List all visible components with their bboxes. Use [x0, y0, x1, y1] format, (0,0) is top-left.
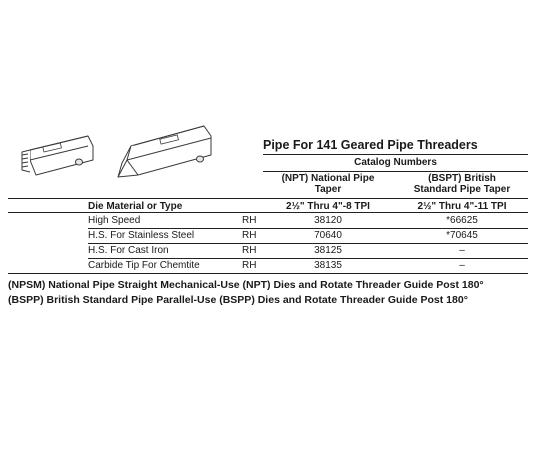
row-npt: 70640 — [314, 230, 342, 241]
header-rule-main — [8, 198, 528, 199]
row-npt: 38135 — [314, 260, 342, 271]
row-hand: RH — [242, 230, 257, 241]
npt-header-line2: Taper — [314, 184, 342, 195]
header-rule-catalog — [263, 171, 528, 172]
row-material: H.S. For Cast Iron — [88, 245, 169, 256]
row-material: Carbide Tip For Chemtite — [88, 260, 200, 271]
row-bspt: *66625 — [446, 215, 478, 226]
row-bspt: – — [459, 245, 465, 256]
row-material: High Speed — [88, 215, 141, 226]
die-left-image — [22, 136, 93, 175]
row-divider — [88, 258, 528, 259]
row-hand: RH — [242, 260, 257, 271]
header-rule-top — [263, 154, 528, 155]
threader-dies-illustration — [0, 0, 540, 200]
footnote-bspp: (BSPP) British Standard Pipe Parallel-Use (BSPP) Dies and Rotate Threader Guide Post 180° — [8, 294, 468, 306]
die-right-image — [118, 126, 211, 177]
bspt-header-line1: (BSPT) British — [428, 173, 496, 184]
row-divider — [88, 228, 528, 229]
catalog-numbers-header: Catalog Numbers — [354, 157, 437, 168]
row-npt: 38120 — [314, 215, 342, 226]
footnote-npsm: (NPSM) National Pipe Straight Mechanical-Use (NPT) Dies and Rotate Threader Guide Post 180° — [8, 279, 484, 291]
header-rule-bottom — [8, 212, 528, 213]
row-hand: RH — [242, 215, 257, 226]
table-bottom-rule — [8, 273, 528, 274]
npt-range: 2½" Thru 4"-8 TPI — [286, 201, 370, 212]
row-hand: RH — [242, 245, 257, 256]
npt-header-line1: (NPT) National Pipe — [281, 173, 375, 184]
row-npt: 38125 — [314, 245, 342, 256]
bspt-range: 2½" Thru 4"-11 TPI — [417, 201, 507, 212]
die-material-header: Die Material or Type — [88, 201, 183, 212]
row-bspt: *70645 — [446, 230, 478, 241]
row-material: H.S. For Stainless Steel — [88, 230, 195, 241]
bspt-header-line2: Standard Pipe Taper — [413, 184, 511, 195]
row-divider — [88, 243, 528, 244]
table-title: Pipe For 141 Geared Pipe Threaders — [263, 138, 478, 152]
row-bspt: – — [459, 260, 465, 271]
